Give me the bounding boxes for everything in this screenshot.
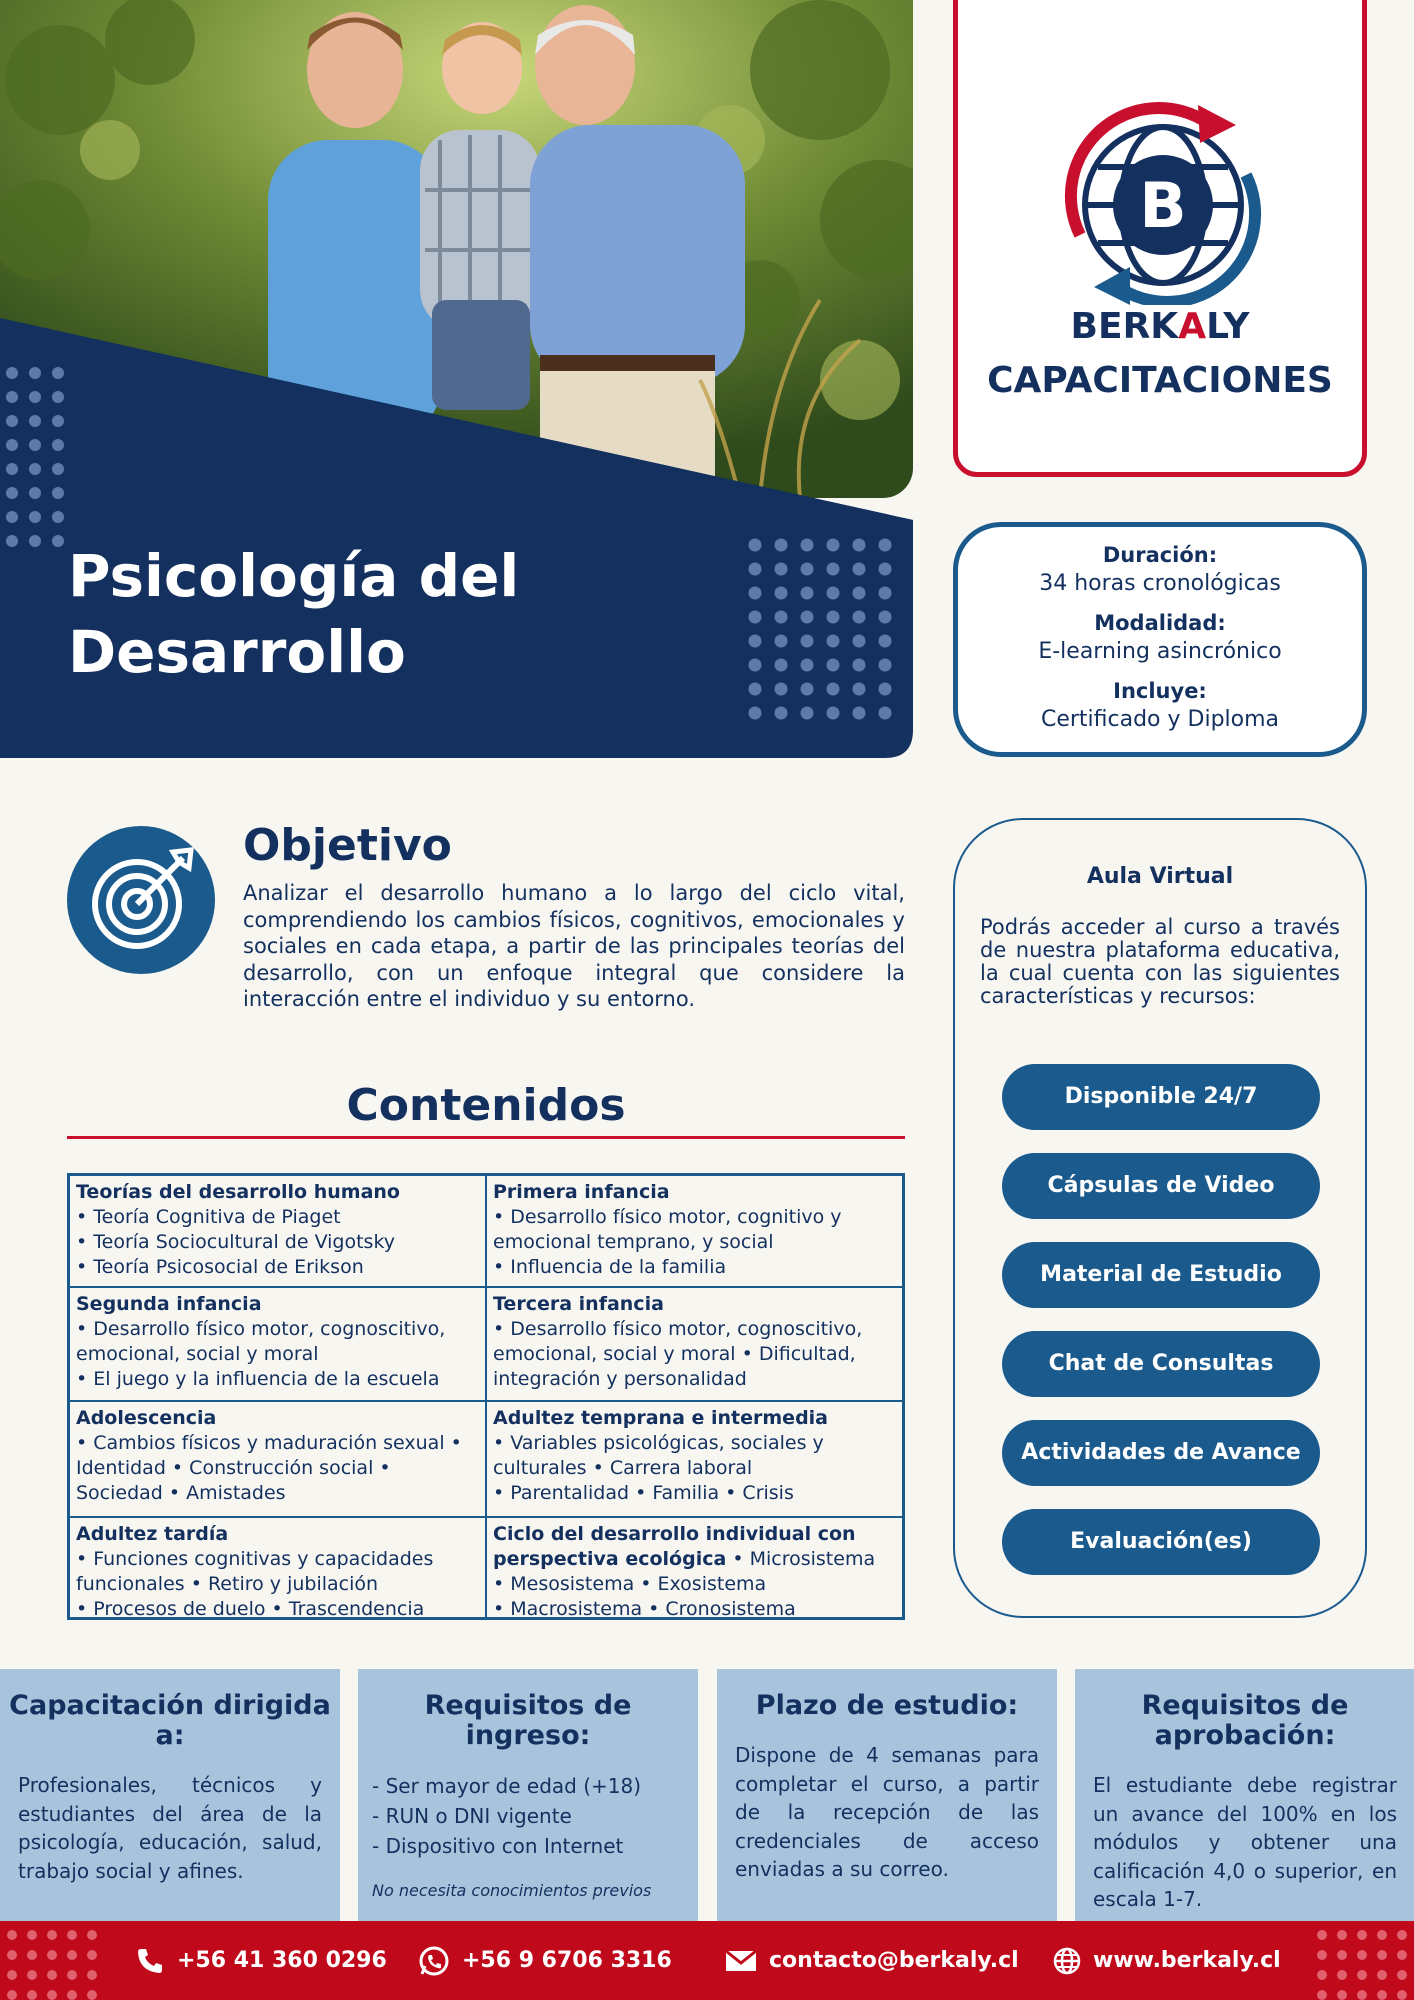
objective-title: Objetivo xyxy=(243,820,452,871)
website-contact[interactable] xyxy=(1053,1921,1281,2000)
contents-title: Contenidos xyxy=(346,1080,626,1131)
modality-value: E-learning asincrónico xyxy=(1038,639,1282,664)
contents-cell-line: • Macrosistema • Cronosistema xyxy=(493,1598,796,1618)
virtual-classroom-title: Aula Virtual xyxy=(1086,864,1234,889)
contents-cell-heading: Adolescencia xyxy=(76,1407,217,1429)
contents-cell xyxy=(69,1175,486,1287)
contents-cell-line: • Desarrollo físico motor, cognoscitivo, emocional, social y moral • Dificultad, integración y personalidad xyxy=(493,1318,863,1390)
title-band xyxy=(0,0,913,758)
approval-text: El estudiante debe registrar un avance del 100% en los módulos y obtener una calificación 4,0 o superior, en escala 1-7. xyxy=(1093,1773,1397,1911)
approval-title: Requisitos de aprobación: xyxy=(1141,1690,1349,1751)
requirements-note: No necesita conocimientos previos xyxy=(372,1881,652,1900)
requirement-item: - Ser mayor de edad (+18) xyxy=(372,1774,642,1798)
contents-cell-line: • Variables psicológicas, sociales y culturales • Carrera laboral xyxy=(493,1432,824,1479)
contents-table xyxy=(67,1173,905,1620)
contents-cell-line: • Desarrollo físico motor, cognitivo y emocional temprano, y social xyxy=(493,1206,842,1253)
logo-letter: B xyxy=(1139,169,1187,242)
virtual-classroom-text: Podrás acceder al curso a través de nuestra plataforma educativa, la cual cuenta con las siguientes características y recursos: xyxy=(980,915,1340,1008)
contents-cell xyxy=(486,1287,903,1401)
virtual-classroom-panel xyxy=(953,818,1367,1618)
includes-value: Certificado y Diploma xyxy=(1040,707,1280,732)
contents-cell-line: • Funciones cognitivas y capacidades funcionales • Retiro y jubilación xyxy=(76,1548,434,1595)
logo-card xyxy=(953,0,1367,477)
contents-cell-line: • Procesos de duelo • Trascendencia xyxy=(76,1598,425,1618)
contents-cell-line: • Cambios físicos y maduración sexual • Identidad • Construcción social • Sociedad • Amistades xyxy=(76,1432,462,1504)
contents-cell-heading: Adultez tardía xyxy=(76,1523,229,1545)
feature-pill: Material de Estudio xyxy=(1002,1242,1320,1308)
audience-text: Profesionales, técnicos y estudiantes del área de la psicología, educación, salud, trabajo social y afines. xyxy=(18,1773,322,1883)
contents-cell-line: • Teoría Sociocultural de Vigotsky xyxy=(76,1231,396,1253)
contents-cell xyxy=(69,1287,486,1401)
term-title: Plazo de estudio: xyxy=(755,1690,1019,1721)
audience-title: Capacitación dirigida a: xyxy=(9,1690,331,1751)
phone-icon xyxy=(135,1946,165,1976)
footer-dots-right xyxy=(1314,1921,1414,2000)
feature-pill: Actividades de Avance xyxy=(1002,1420,1320,1486)
footer-dots-left xyxy=(0,1921,100,2000)
requirements-box xyxy=(358,1669,698,1921)
contents-cell-line: • Influencia de la familia xyxy=(493,1256,727,1278)
course-info-card xyxy=(953,522,1367,757)
contents-cell-line: • Teoría Psicosocial de Erikson xyxy=(76,1256,364,1278)
phone-number: +56 41 360 0296 xyxy=(177,1948,387,1973)
website-url: www.berkaly.cl xyxy=(1093,1948,1281,1973)
approval-box xyxy=(1075,1669,1414,1921)
contents-cell-heading: Tercera infancia xyxy=(493,1293,664,1315)
includes-label: Incluye: xyxy=(1113,679,1207,703)
whatsapp-icon xyxy=(418,1945,450,1977)
requirements-list xyxy=(372,1771,684,1861)
whatsapp-contact[interactable] xyxy=(418,1921,672,2000)
contents-cell xyxy=(69,1517,486,1618)
feature-pill: Cápsulas de Video xyxy=(1002,1153,1320,1219)
feature-pill: Chat de Consultas xyxy=(1002,1331,1320,1397)
contents-cell xyxy=(69,1401,486,1517)
contents-cell-line: • El juego y la influencia de la escuela xyxy=(76,1368,440,1390)
contents-divider xyxy=(67,1136,905,1139)
contents-cell-heading: Segunda infancia xyxy=(76,1293,262,1315)
contents-cell xyxy=(486,1175,903,1287)
contents-cell-inline: • Microsistema xyxy=(726,1548,876,1570)
contents-cell xyxy=(486,1401,903,1517)
target-icon xyxy=(67,826,215,974)
contents-cell-heading: Adultez temprana e intermedia xyxy=(493,1407,829,1429)
contents-cell-line: • Mesosistema • Exosistema xyxy=(493,1573,767,1595)
duration-label: Duración: xyxy=(1102,543,1218,567)
contents-cell-line: • Desarrollo físico motor, cognoscitivo, emocional, social y moral xyxy=(76,1318,446,1365)
mail-icon xyxy=(725,1949,757,1973)
modality-label: Modalidad: xyxy=(1094,611,1226,635)
brand-subtitle: CAPACITACIONES xyxy=(987,360,1333,401)
requirement-item: - RUN o DNI vigente xyxy=(372,1804,572,1828)
globe-icon xyxy=(1053,1947,1081,1975)
feature-pill: Disponible 24/7 xyxy=(1002,1064,1320,1130)
email-address: contacto@berkaly.cl xyxy=(769,1948,1019,1973)
course-title-line2: Desarrollo xyxy=(68,618,406,686)
feature-pill: Evaluación(es) xyxy=(1002,1509,1320,1575)
phone-contact[interactable] xyxy=(135,1921,387,2000)
brand-name: BERKALY CAPACITACIONES xyxy=(958,300,1362,408)
term-text: Dispone de 4 semanas para completar el curso, a partir de la recepción de las credenciales de acceso enviadas a su correo. xyxy=(735,1743,1039,1881)
whatsapp-number: +56 9 6706 3316 xyxy=(462,1948,672,1973)
course-title-line1: Psicología del xyxy=(68,542,520,610)
email-contact[interactable] xyxy=(725,1921,1019,2000)
globe-logo-icon xyxy=(1058,95,1268,305)
contents-cell-line: • Parentalidad • Familia • Crisis xyxy=(493,1482,794,1504)
term-box xyxy=(717,1669,1057,1921)
audience-box xyxy=(0,1669,340,1921)
contents-cell-heading: Teorías del desarrollo humano xyxy=(76,1181,400,1203)
objective-text: Analizar el desarrollo humano a lo largo del ciclo vital, comprendiendo los cambios físicos, cognitivos, emocionales y sociales en cada etapa, a partir de las principales teorías del desarrollo, con un enfoque integral que considere la interacción entre el individuo y su entorno. xyxy=(243,881,905,1011)
contents-cell-line: • Teoría Cognitiva de Piaget xyxy=(76,1206,341,1228)
course-title xyxy=(68,538,628,690)
contents-cell xyxy=(486,1517,903,1618)
duration-value: 34 horas cronológicas xyxy=(1039,571,1281,596)
contents-cell-heading: Ciclo del desarrollo individual con perspectiva ecológica xyxy=(493,1523,856,1570)
requirements-title: Requisitos de ingreso: xyxy=(424,1690,632,1751)
requirement-item: - Dispositivo con Internet xyxy=(372,1834,624,1858)
footer-contact-bar xyxy=(0,1921,1414,2000)
contents-cell-heading: Primera infancia xyxy=(493,1181,670,1203)
